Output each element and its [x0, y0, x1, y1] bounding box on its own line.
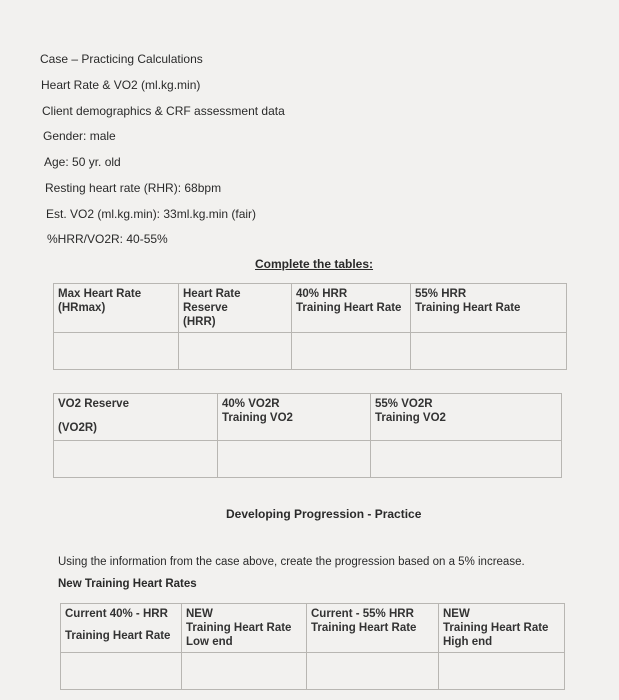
vo2-line: Est. VO2 (ml.kg.min): 33ml.kg.min (fair) [46, 207, 257, 221]
hrr-40-answer-cell[interactable] [292, 333, 411, 370]
hrr-55-header: 55% HRR Training Heart Rate [411, 284, 567, 333]
hrr-40-header: 40% HRR Training Heart Rate [292, 284, 411, 333]
vo2r-55-answer-cell[interactable] [371, 441, 562, 478]
hrr-header: Heart Rate Reserve (HRR) [179, 284, 292, 333]
hrmax-answer-cell[interactable] [54, 333, 179, 370]
new-low-answer-cell[interactable] [182, 653, 307, 690]
complete-tables-heading: Complete the tables: [255, 257, 374, 271]
current-55-answer-cell[interactable] [307, 653, 439, 690]
progression-table [60, 603, 565, 690]
rhr-line: Resting heart rate (RHR): 68bpm [45, 181, 222, 195]
hr-table-header-row [54, 284, 567, 333]
age-line: Age: 50 yr. old [44, 155, 121, 169]
vo2r-answer-cell[interactable] [54, 441, 218, 478]
case-title: Case – Practicing Calculations [40, 52, 203, 66]
vo2r-55-header: 55% VO2R Training VO2 [371, 394, 562, 441]
hrr-55-answer-cell[interactable] [411, 333, 567, 370]
hr-table [53, 283, 567, 370]
demographics-heading: Client demographics & CRF assessment data [42, 104, 285, 118]
new-high-header: NEW Training Heart Rate High end [439, 604, 565, 653]
gender-line: Gender: male [43, 129, 116, 143]
hr-table-answer-row [54, 333, 567, 370]
case-subtitle: Heart Rate & VO2 (ml.kg.min) [41, 78, 201, 92]
progression-subheading: New Training Heart Rates [58, 578, 197, 590]
new-high-answer-cell[interactable] [439, 653, 565, 690]
current-55-header: Current - 55% HRR Training Heart Rate [307, 604, 439, 653]
vo2r-40-header: 40% VO2R Training VO2 [218, 394, 371, 441]
hrr-answer-cell[interactable] [179, 333, 292, 370]
vo2r-40-answer-cell[interactable] [218, 441, 371, 478]
vo2-table-answer-row [54, 441, 562, 478]
range-line: %HRR/VO2R: 40-55% [47, 232, 168, 246]
progression-instruction: Using the information from the case above, create the progression based on a 5% increase. [58, 556, 525, 568]
hrmax-header: Max Heart Rate (HRmax) [54, 284, 179, 333]
progression-heading: Developing Progression - Practice [226, 507, 422, 521]
current-40-answer-cell[interactable] [61, 653, 182, 690]
vo2-table [53, 393, 562, 478]
vo2-table-header-row [54, 394, 562, 441]
vo2r-header: VO2 Reserve (VO2R) [54, 394, 218, 441]
new-low-header: NEW Training Heart Rate Low end [182, 604, 307, 653]
current-40-header: Current 40% - HRR Training Heart Rate [61, 604, 182, 653]
progression-table-answer-row [61, 653, 565, 690]
progression-table-header-row [61, 604, 565, 653]
